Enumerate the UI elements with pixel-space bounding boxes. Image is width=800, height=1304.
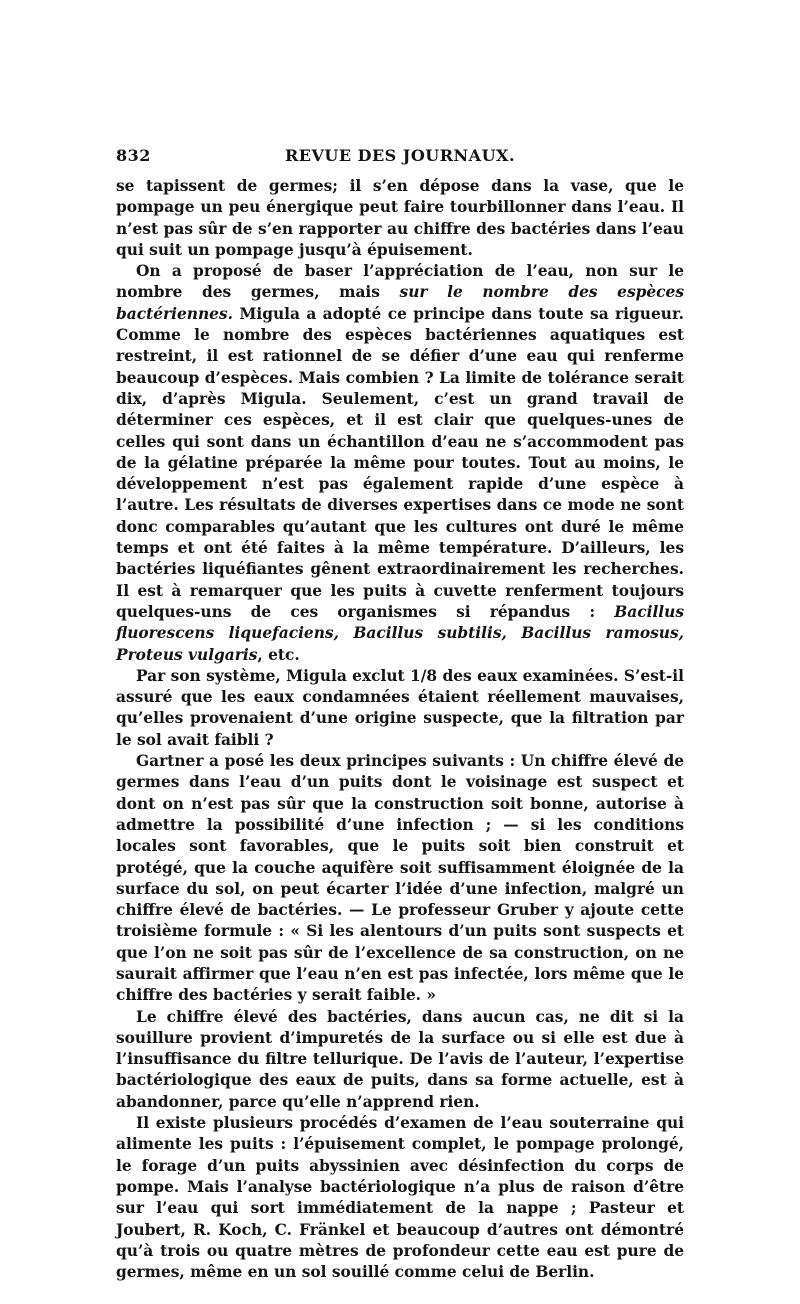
article-body bbox=[116, 176, 684, 1283]
text-segment: , etc. bbox=[257, 645, 300, 664]
page-number: 832 bbox=[116, 146, 151, 165]
text-segment: On a proposé de baser l’appréciation de l’eau, non sur le nombre des germes, mais bbox=[116, 262, 684, 302]
paragraph bbox=[116, 176, 684, 261]
text-segment: Gartner a posé les deux principes suivants : Un chiffre élevé de germes dans l’eau d’un puits dont le voisinage est suspect et dont on n’est pas sûr que la construction soit bonne, autorise à admettre la possibilité d’une infection ; — si les conditions locales sont favorables, que le puits soit bien construit et protégé, que la couche aquifère soit suffisamment éloignée de la surface du sol, on peut écarter l’idée d’une infection, malgré un chiffre élevé de bactéries. — Le professeur Gruber y ajoute cette troisième formule : « Si les alentours d’un puits sont suspects et que l’on ne soit pas sûr de l’excellence de sa construction, on ne saurait affirmer que l’eau n’en est pas infectée, lors même que le chiffre des bactéries y serait faible. » bbox=[116, 752, 684, 1005]
paragraph bbox=[116, 261, 684, 666]
text-segment: se tapissent de germes; il s’en dépose dans la vase, que le pompage un peu énergique peut faire tourbillonner dans l’eau. Il n’est pas sûr de s’en rapporter au chiffre des bactéries dans l’eau qui suit un pompage jusqu’à épuisement. bbox=[116, 177, 684, 259]
text-segment: Migula a adopté ce principe dans toute sa rigueur. Comme le nombre des espèces bactériennes aquatiques est restreint, il est rationnel de se défier d’une eau qui renferme beaucoup d’espèces. Mais combien ? La limite de tolérance serait dix, d’après Migula. Seulement, c’est un grand travail de déterminer ces espèces, et il est clair que quelques-unes de celles qui sont dans un échantillon d’eau ne s’accommodent pas de la gélatine préparée la même pour toutes. Tout au moins, le développement n’est pas également rapide d’une espèce à l’autre. Les résultats de diverses expertises dans ce mode ne sont donc comparables qu’autant que les cultures ont duré le même temps et ont été faites à la même température. D’ailleurs, les bactéries liquéfiantes gênent extraordinairement les recherches. Il est à remarquer que les puits à cuvette renferment toujours quelques-uns de ces organismes si répandus : bbox=[116, 304, 684, 621]
italic-text-segment: Bacillus fluorescens liquefaciens, Bacillus subtilis, Bacillus ramosus, Proteus vulgaris bbox=[116, 602, 684, 664]
journal-page bbox=[116, 146, 684, 1283]
text-segment: Le chiffre élevé des bactéries, dans aucun cas, ne dit si la souillure provient d’impuretés de la surface ou si elle est due à l’insuffisance du filtre tellurique. De l’avis de l’auteur, l’expertise bactériologique des eaux de puits, dans sa forme actuelle, est à abandonner, parce qu’elle n’apprend rien. bbox=[116, 1007, 684, 1111]
paragraph bbox=[116, 751, 684, 1007]
running-title: REVUE DES JOURNAUX. bbox=[284, 146, 516, 165]
paragraph bbox=[116, 1113, 684, 1283]
italic-text-segment: sur le nombre des espèces bactériennes. bbox=[116, 283, 684, 323]
page-header bbox=[116, 146, 684, 176]
text-segment: Par son système, Migula exclut 1/8 des eaux examinées. S’est-il assuré que les eaux condamnées étaient réellement mauvaises, qu’elles provenaient d’une origine suspecte, que la filtration par le sol avait faibli ? bbox=[116, 666, 684, 749]
paragraph bbox=[116, 1007, 684, 1113]
paragraph bbox=[116, 666, 684, 751]
text-segment: Il existe plusieurs procédés d’examen de l’eau souterraine qui alimente les puits : l’épuisement complet, le pompage prolongé, le forage d’un puits abyssinien avec désinfection du corps de pompe. Mais l’analyse bactériologique n’a plus de raison d’être sur l’eau qui sort immédiatement de la nappe ; Pasteur et Joubert, R. Koch, C. Fränkel et beaucoup d’autres ont démontré qu’à trois ou quatre mètres de profondeur cette eau est pure de germes, même en un sol souillé comme celui de Berlin. bbox=[116, 1114, 684, 1282]
